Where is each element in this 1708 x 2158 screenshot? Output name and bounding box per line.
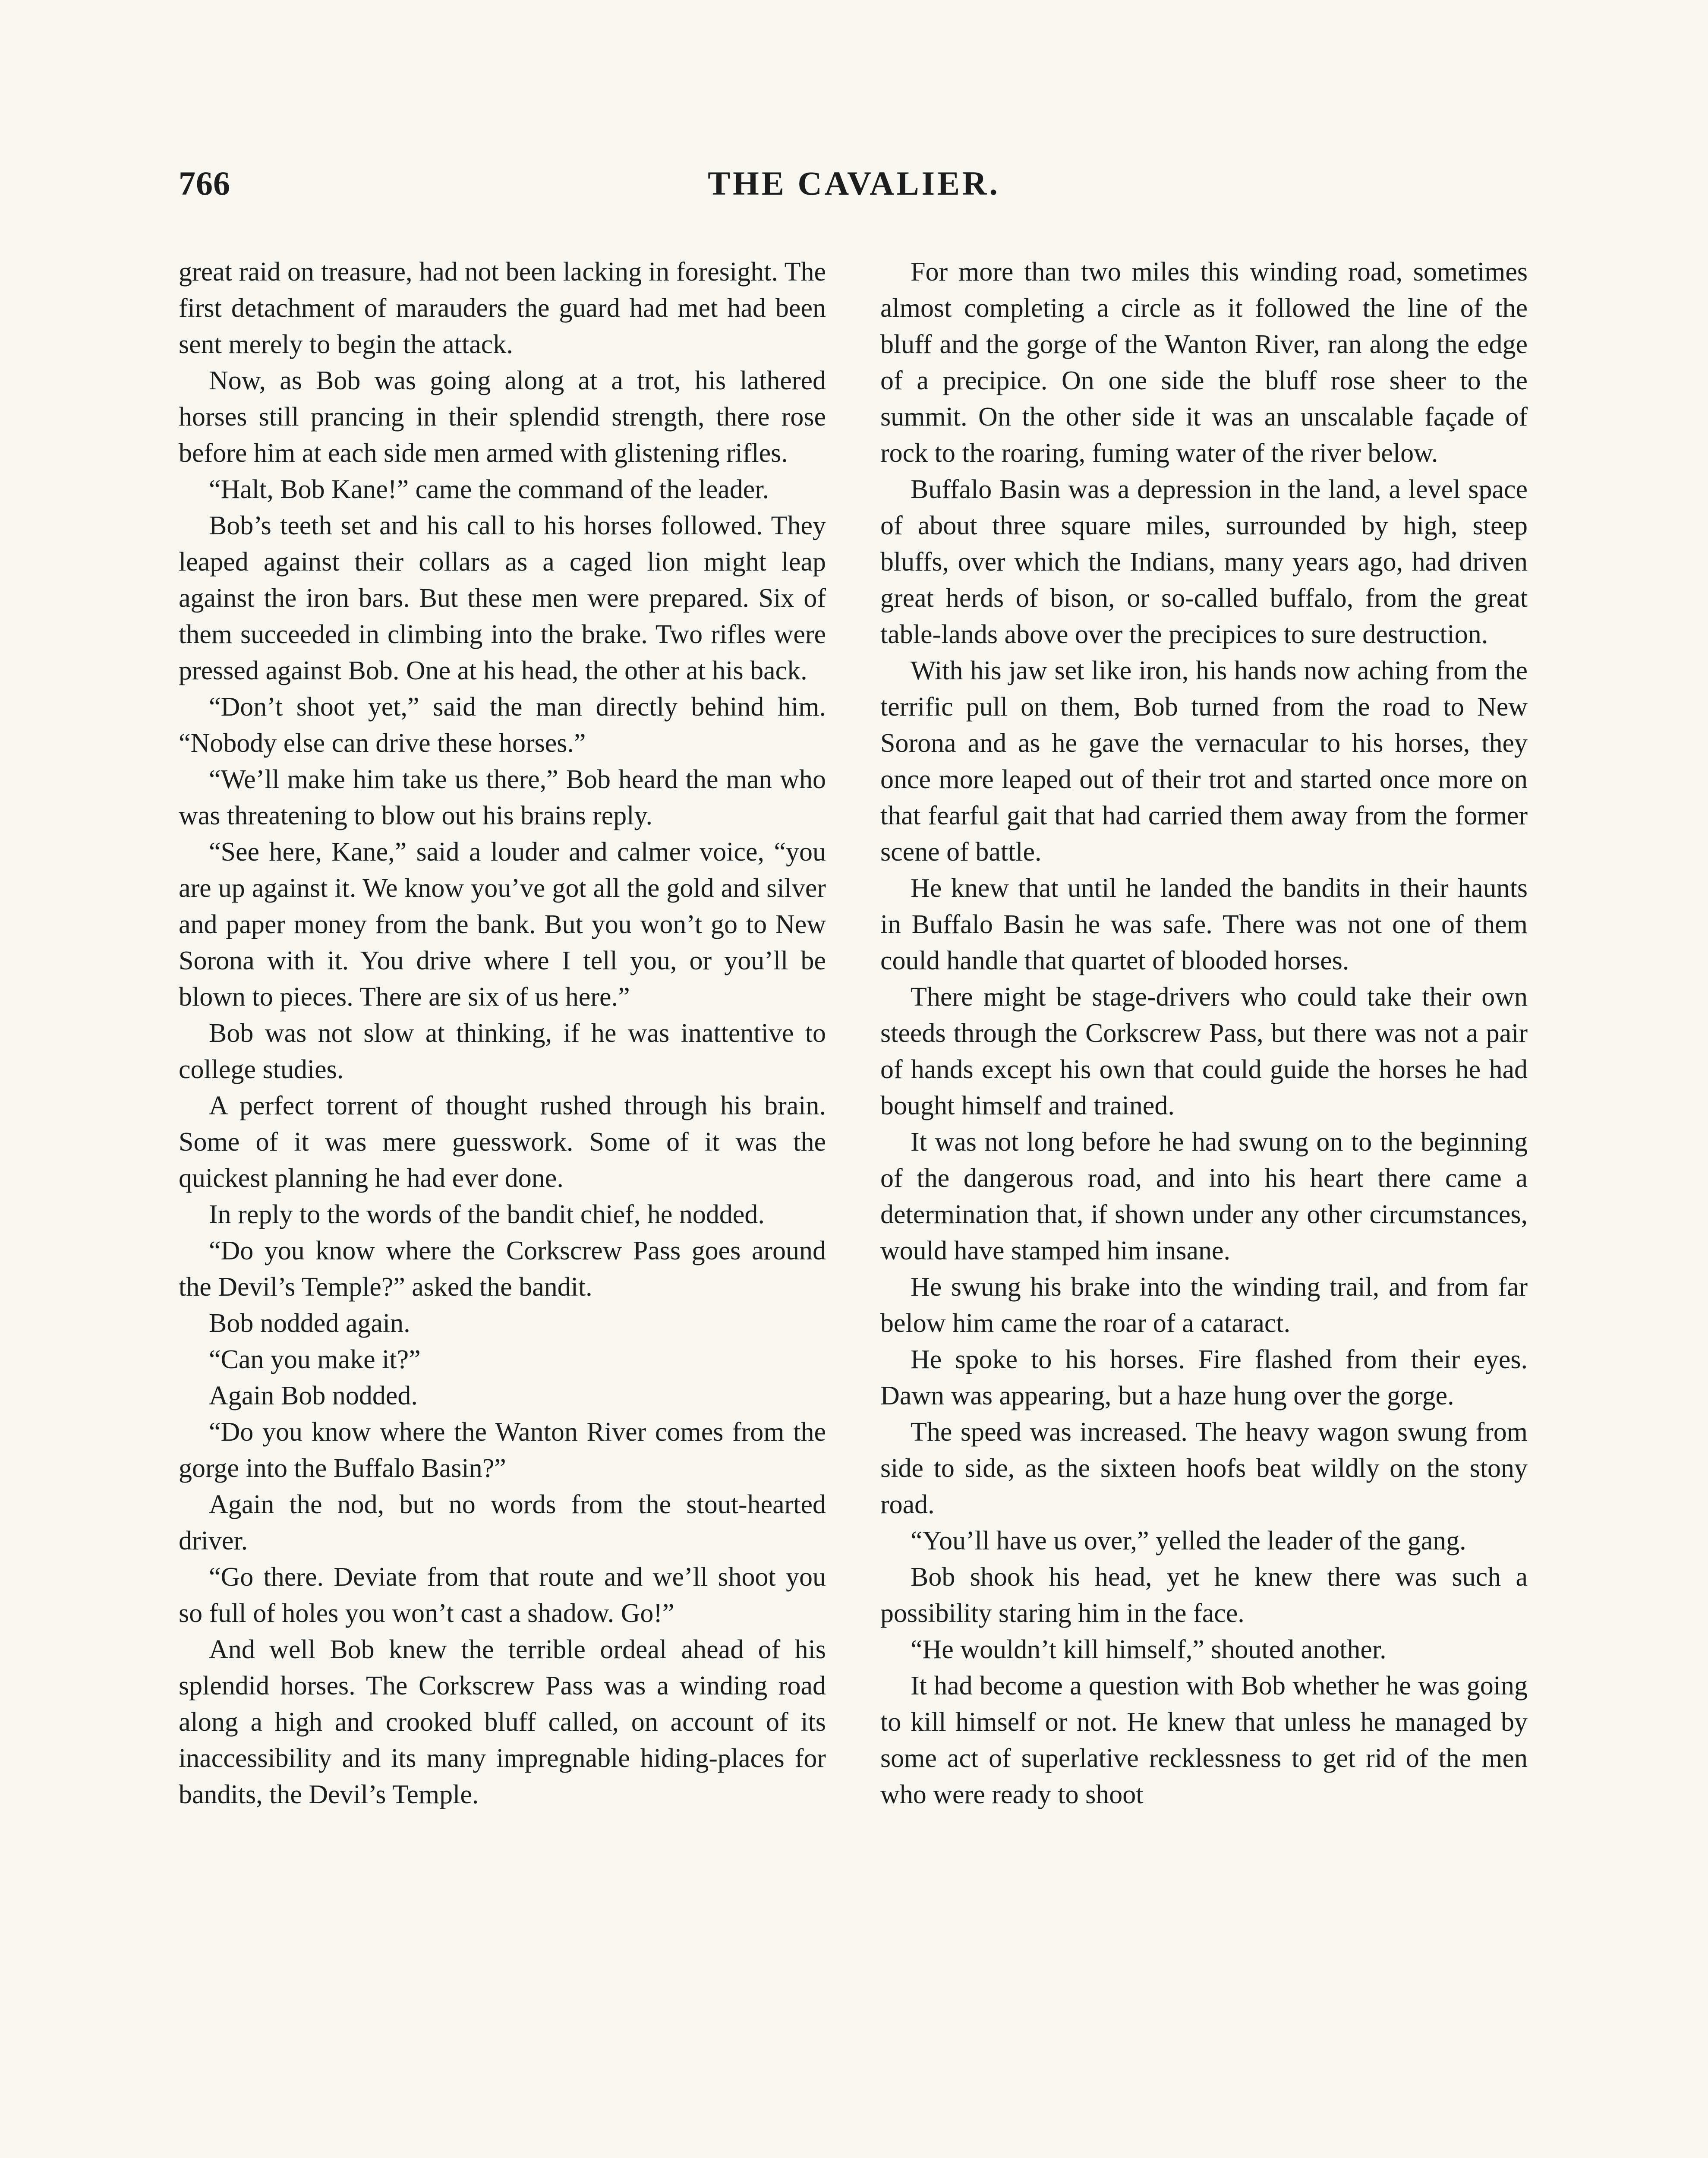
paragraph: In reply to the words of the bandit chief, he nodded.: [209, 1200, 765, 1229]
paragraph: “You’ll have us over,” yelled the leader of the gang.: [911, 1526, 1466, 1555]
page-header: [179, 164, 1529, 216]
paragraph: There might be stage-drivers who could take their own steeds through the Corkscrew Pass, but there was not a pair of hands except his own that could guide the horses he had bought himself and trained.: [880, 982, 1528, 1120]
paragraph: great raid on treasure, had not been lacking in foresight. The first detachment of marauders the guard had met had been sent merely to begin the attack.: [179, 257, 826, 359]
paragraph: Buffalo Basin was a depression in the land, a level space of about three square miles, surrounded by high, steep bluffs, over which the Indians, many years ago, had driven great herds of bison, or so-called buffalo, from the great table-lands above over the precipices to sure destruction.: [880, 475, 1528, 649]
paragraph: Now, as Bob was going along at a trot, his lathered horses still prancing in their splendid strength, there rose before him at each side men armed with glistening rifles.: [179, 366, 826, 468]
paragraph: Bob nodded again.: [209, 1309, 410, 1338]
paragraph: It had become a question with Bob whether he was going to kill himself or not. He knew that unless he managed by some act of superlative recklessness to get rid of the men who were ready to shoot: [880, 1671, 1528, 1809]
paragraph: And well Bob knew the terrible ordeal ahead of his splendid horses. The Corkscrew Pass was a winding road along a high and crooked bluff called, on account of its inaccessibility and its many impregnable hiding-places for bandits, the Devil’s Temple.: [179, 1635, 826, 1809]
running-title: THE CAVALIER.: [708, 164, 1000, 202]
paragraph: He spoke to his horses. Fire flashed from their eyes. Dawn was appearing, but a haze hung over the gorge.: [880, 1345, 1528, 1410]
paragraph: A perfect torrent of thought rushed through his brain. Some of it was mere guesswork. Some of it was the quickest planning he had ever done.: [179, 1091, 826, 1193]
paragraph: Bob was not slow at thinking, if he was inattentive to college studies.: [179, 1019, 826, 1084]
paragraph: Again the nod, but no words from the stout-hearted driver.: [179, 1490, 826, 1555]
paragraph: The speed was increased. The heavy wagon swung from side to side, as the sixteen hoofs beat wildly on the stony road.: [880, 1417, 1528, 1519]
paragraph: He swung his brake into the winding trail, and from far below him came the roar of a cataract.: [880, 1272, 1528, 1338]
page-number: 766: [179, 164, 230, 202]
paragraph: “Do you know where the Corkscrew Pass goes around the Devil’s Temple?” asked the bandit.: [179, 1236, 826, 1302]
paragraph: “Halt, Bob Kane!” came the command of the leader.: [209, 475, 769, 504]
paragraph: It was not long before he had swung on to the beginning of the dangerous road, and into his heart there came a determination that, if shown under any other circumstances, would have stamped him insane.: [880, 1127, 1528, 1265]
left-text-column: [179, 254, 826, 2158]
paragraph: He knew that until he landed the bandits in their haunts in Buffalo Basin he was safe. There was not one of them could handle that quartet of blooded horses.: [880, 874, 1528, 975]
right-text-column: [880, 254, 1528, 2158]
paragraph: Bob’s teeth set and his call to his horses followed. They leaped against their collars as a caged lion might leap against the iron bars. But these men were prepared. Six of them succeeded in climbing into the brake. Two rifles were pressed against Bob. One at his head, the other at his back.: [179, 511, 826, 685]
paragraph: With his jaw set like iron, his hands now aching from the terrific pull on them, Bob turned from the road to New Sorona and as he gave the vernacular to his horses, they once more leaped out of their trot and started once more on that fearful gait that had carried them away from the former scene of battle.: [880, 656, 1528, 867]
paragraph: “Do you know where the Wanton River comes from the gorge into the Buffalo Basin?”: [179, 1417, 826, 1483]
paragraph: “Go there. Deviate from that route and we’ll shoot you so full of holes you won’t cast a shadow. Go!”: [179, 1562, 826, 1628]
paragraph: Again Bob nodded.: [209, 1381, 418, 1410]
paragraph: “Don’t shoot yet,” said the man directly behind him. “Nobody else can drive these horses.”: [179, 692, 826, 758]
paragraph: “He wouldn’t kill himself,” shouted another.: [911, 1635, 1387, 1664]
paragraph: Bob shook his head, yet he knew there was such a possibility staring him in the face.: [880, 1562, 1528, 1628]
paragraph: “Can you make it?”: [209, 1345, 421, 1374]
paragraph: “We’ll make him take us there,” Bob heard the man who was threatening to blow out his brains reply.: [179, 765, 826, 830]
paragraph: “See here, Kane,” said a louder and calmer voice, “you are up against it. We know you’ve got all the gold and silver and paper money from the bank. But you won’t go to New Sorona with it. You drive where I tell you, or you’ll be blown to pieces. There are six of us here.”: [179, 837, 826, 1012]
paragraph: For more than two miles this winding road, sometimes almost completing a circle as it followed the line of the bluff and the gorge of the Wanton River, ran along the edge of a precipice. On one side the bluff rose sheer to the summit. On the other side it was an unscalable façade of rock to the roaring, fuming water of the river below.: [880, 257, 1528, 468]
